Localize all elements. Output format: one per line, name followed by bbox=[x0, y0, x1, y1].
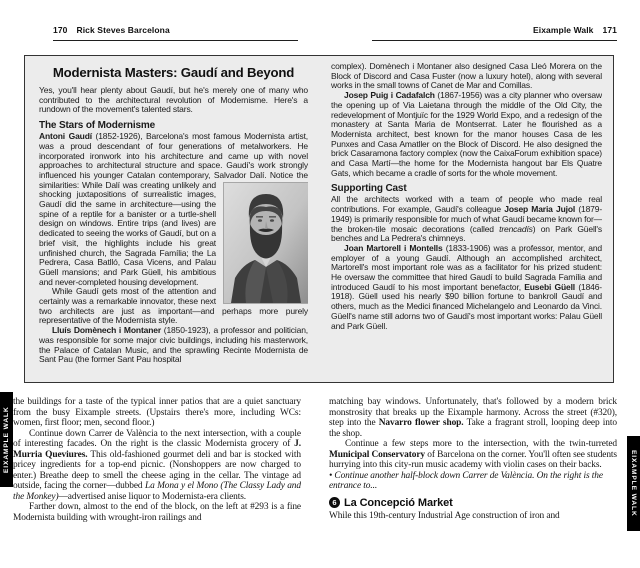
sidebar-column-left bbox=[39, 62, 308, 380]
paragraph-puig-cadafalch: Josep Puig i Cadafalch (1867-1956) was a city planner who oversaw the opening up of Via Laietana through the middle of the Old City, the redevelopment of Montjuïc for the 1929 World Expo, and a redesign of the monastery at Santa Maria de Montserrat. Later he flourished as a Modernista architect, best known for the manor houses Casa de les Punxes and Casa Amatller on the Block of Discord. He also designed the brick Casaramona factory complex (now the CaixaForum exhibition space) and Casa Martí—the home for the Modernista hangout bar Els Quatre Gats, which became a cradle of sorts for the whole movement. bbox=[331, 90, 602, 178]
paragraph-martorell: Joan Martorell i Montells (1833-1906) was a professor, mentor, and employer of a young Gaudí. Although an accomplished architect, Martorell's most important role was as a facilitator for his prized student: He oversaw the committee that hired Gaudí to build Sagrada Família and introduced Gaudí to his most important benefactor, Eusebi Güell (1846-1918). Güell used his nearly $90 billion fortune to bankroll Gaudí and others, much as the Medici financed Michelangelo and Leonardo da Vinci. Güell's name still adorns two of Gaudí's most important works: Palau Güell and Park Güell. bbox=[331, 242, 602, 331]
paragraph-bay-windows: matching bay windows. Unfortunately, that's followed by a modern brick monstrosity that breaks up the Eixample harmony. Across the street (#320), step into the Navarro flower shop. Take a fragrant stroll, looping deep into the shop. bbox=[329, 397, 617, 439]
paragraph-while-gaudi: While Gaudí gets most of the attention and certainly was a remarkable innovator, these next two architects are just as important—and perhaps more purely representative of the Modernista style. bbox=[39, 286, 308, 326]
chapter-title: Eixample Walk bbox=[533, 25, 594, 35]
walking-direction-note: • Continue another half-block down Carrer de València. On the right is the entrance to... bbox=[329, 470, 603, 491]
body-column-left bbox=[13, 397, 301, 553]
book-title: Rick Steves Barcelona bbox=[76, 25, 170, 35]
paragraph-murria-queviures: Continue down Carrer de València to the next intersection, with a couple of interesting facades. On the right is the classic Modernista grocery of J. Murria Queviures. This old-fashioned gourmet deli and bar is stocked with pricey ingredients for a top-end picnic. (Nonshoppers are now charged to enter.) Breathe deep to smell the cheese aging in the cellar. The vintage ad outside, facing the corner—dubbed La Mona y el Mono (The Classy Lady and the Monkey)—advertised anise liquor to Modernista-era clients. bbox=[13, 428, 301, 502]
sidebar-box-modernista-masters bbox=[24, 55, 614, 383]
gaudi-portrait-illustration bbox=[224, 183, 308, 303]
sidebar-column-right bbox=[331, 62, 602, 380]
gaudi-paragraph-wrap: unlikely and shocking juxtapositions of surrealistic images, Gaudí did the same in architecture—using the spine of a reptile for a banister or a turtle-shell design on windows. Entire trips (and lives) are dedicated to seeing the works of Gaudí, but on a brief visit, the highlights include his great unfinished church, the Sagrada Família; the La Pedrera, Casa Batlló, Casa Vicens, and Palau Güell mansions; and Park Güell, his ambitious and never-completed housing development. bbox=[39, 179, 216, 287]
sidebar-intro: Yes, you'll hear plenty about Gaudí, but he's merely one of many who contributed to the architectural revolution of Modernisme. Here's a rundown of the movement's talented stars. bbox=[39, 85, 308, 115]
chapter-tab-left: EIXAMPLE WALK bbox=[0, 392, 13, 487]
paragraph-market-intro: While this 19th-century Industrial Age construction of iron and bbox=[329, 510, 560, 521]
chapter-tab-right: EIXAMPLE WALK bbox=[627, 436, 640, 531]
paragraph-farther-down: Farther down, almost to the end of the block, on the left at #293 is a fine Modernista building with wrought-iron railings and bbox=[13, 502, 301, 523]
stop-name: La Concepció Market bbox=[344, 496, 453, 509]
sidebar-title: Modernista Masters: Gaudí and Beyond bbox=[52, 65, 295, 80]
running-header-left bbox=[53, 25, 298, 41]
running-header-right bbox=[372, 25, 617, 41]
paragraph-antoni-gaudi bbox=[39, 132, 308, 287]
gaudi-paragraph-lead: Antoni Gaudí (1852-1926), Barcelona's most famous Modernista artist, was a proud descendant of four generations of metalworkers. He incorporated ironwork into his architecture and came up with novel approaches to architectural structure and space. Gaudí's work strongly influenced his younger Catalan contemporary, Salvador Dalí. Notice the similarities: While Dalí was creating bbox=[39, 131, 308, 190]
page-number-left: 170 bbox=[53, 25, 68, 35]
section-heading-stars-of-modernisme: The Stars of Modernisme bbox=[39, 120, 156, 132]
gaudi-portrait-photo bbox=[224, 183, 308, 303]
paragraph-domenech-montaner: Lluís Domènech i Montaner (1850-1923), a professor and politician, was responsible for some major civic buildings, including his masterwork, the Palace of Catalan Music, and the sprawling Recinte Modernista de Sant Pau (the former Sant Pau hospital bbox=[39, 325, 308, 365]
paragraph-conservatory: Continue a few steps more to the intersection, with the twin-turreted Municipal Conservatory of Barcelona on the corner. You'll often see students hurrying into this city-run music academy with violin cases on their backs. bbox=[329, 439, 617, 470]
section-heading-supporting-cast: Supporting Cast bbox=[331, 183, 407, 195]
paragraph-domenech-continued: complex). Domènech i Montaner also designed Casa Lleó Morera on the Block of Discord and Casa Fuster (now a luxury hotel), along with several works in the small towns of Canet de Mar and Comillas. bbox=[331, 62, 602, 91]
body-column-right bbox=[329, 397, 617, 553]
stop-heading-la-concepcio-market bbox=[329, 497, 617, 509]
stop-number-badge: 6 bbox=[329, 497, 340, 508]
paragraph-inner-patios: the buildings for a taste of the typical inner patios that are a quiet sanctuary from the busy Eixample streets. (Upstairs there's more, including WCs: women, first floor; men, second floor.) bbox=[13, 397, 301, 428]
paragraph-jujol: All the architects worked with a team of people who made real contributions. For example, Gaudí's colleague Josep Maria Jujol (1879-1949) is primarily responsible for much of what Gaudí became known for—the broken-tile mosaic decorations (called trencadís) on Park Güell's benches and La Pedrera's chimneys. bbox=[331, 194, 602, 244]
page-number-right: 171 bbox=[602, 25, 617, 35]
